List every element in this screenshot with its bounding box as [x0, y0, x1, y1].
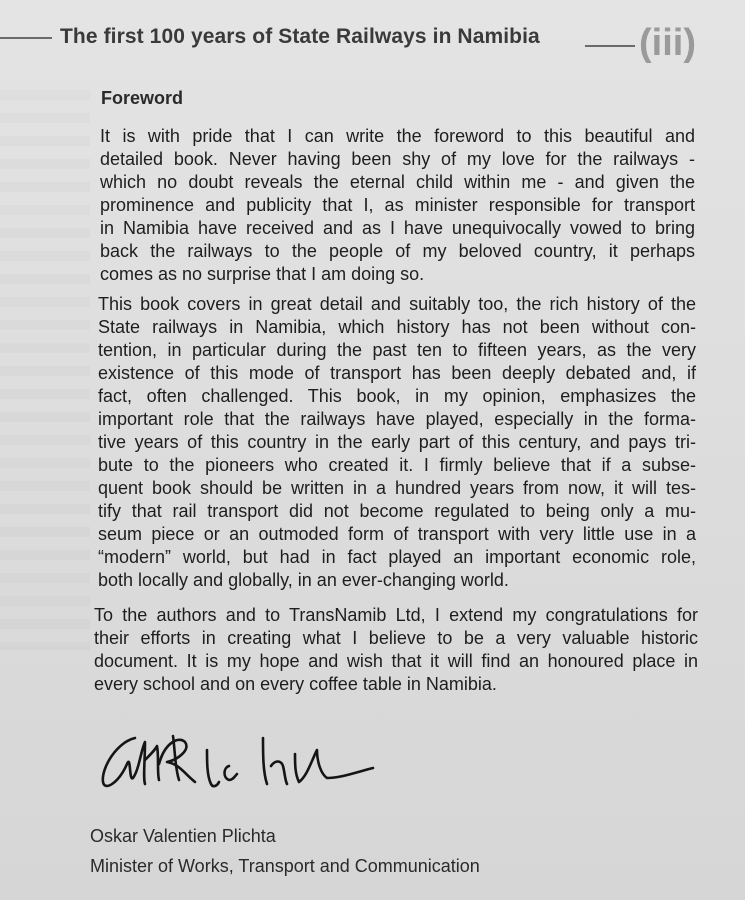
text-line: tention, in particular during the past ten to fifteen years, as the very — [98, 340, 696, 360]
text-line: tify that rail transport did not become regulated to being only a mu- — [98, 501, 696, 521]
text-line: every school and on every coffee table in Namibia. — [94, 674, 497, 694]
text-line: tive years of this country in the early part of this century, and pays tri- — [98, 432, 696, 452]
text-line: in Namibia have received and as I have unequivocally vowed to bring — [100, 218, 695, 238]
header-rule-left — [0, 37, 52, 39]
text-line: fact, often challenged. This book, in my opinion, emphasizes the — [98, 386, 696, 406]
text-line: To the authors and to TransNamib Ltd, I extend my congratulations for — [94, 605, 698, 625]
text-line: prominence and publicity that I, as minister responsible for transport — [100, 195, 695, 215]
bleed-through-text — [0, 90, 90, 650]
running-header-title: The first 100 years of State Railways in Namibia — [60, 25, 540, 48]
text-line: comes as no surprise that I am doing so. — [100, 264, 425, 284]
text-line: State railways in Namibia, which history has not been without con- — [98, 317, 696, 337]
page-number: (iii) — [639, 22, 696, 64]
foreword-paragraph-3 — [94, 604, 698, 696]
text-line: “modern” world, but had in fact played an important economic role, — [98, 547, 696, 567]
text-line: their efforts in creating what I believe to be a very valuable historic — [94, 628, 698, 648]
foreword-paragraph-2 — [98, 293, 696, 592]
text-line: This book covers in great detail and suitably too, the rich history of the — [98, 294, 696, 314]
text-line: both locally and globally, in an ever-changing world. — [98, 570, 509, 590]
foreword-paragraph-1 — [100, 125, 695, 286]
text-line: which no doubt reveals the eternal child within me - and given the — [100, 172, 695, 192]
text-line: quent book should be written in a hundred years from now, it will tes- — [98, 478, 696, 498]
text-line: back the railways to the people of my beloved country, it perhaps — [100, 241, 695, 261]
header-rule-right — [585, 45, 635, 47]
text-line: seum piece or an outmoded form of transport with very little use in a — [98, 524, 696, 544]
text-line: existence of this mode of transport has been deeply debated and, if — [98, 363, 696, 383]
text-line: document. It is my hope and wish that it will find an honoured place in — [94, 651, 698, 671]
text-line: detailed book. Never having been shy of my love for the railways - — [100, 149, 695, 169]
handwritten-signature — [95, 720, 385, 810]
text-line: bute to the pioneers who created it. I firmly believe that if a subse- — [98, 455, 696, 475]
text-line: It is with pride that I can write the foreword to this beautiful and — [100, 126, 695, 146]
signatory-name: Oskar Valentien Plichta — [90, 826, 276, 846]
foreword-heading: Foreword — [101, 88, 184, 108]
signatory-title: Minister of Works, Transport and Communication — [90, 856, 480, 876]
text-line: important role that the railways have played, especially in the forma- — [98, 409, 696, 429]
